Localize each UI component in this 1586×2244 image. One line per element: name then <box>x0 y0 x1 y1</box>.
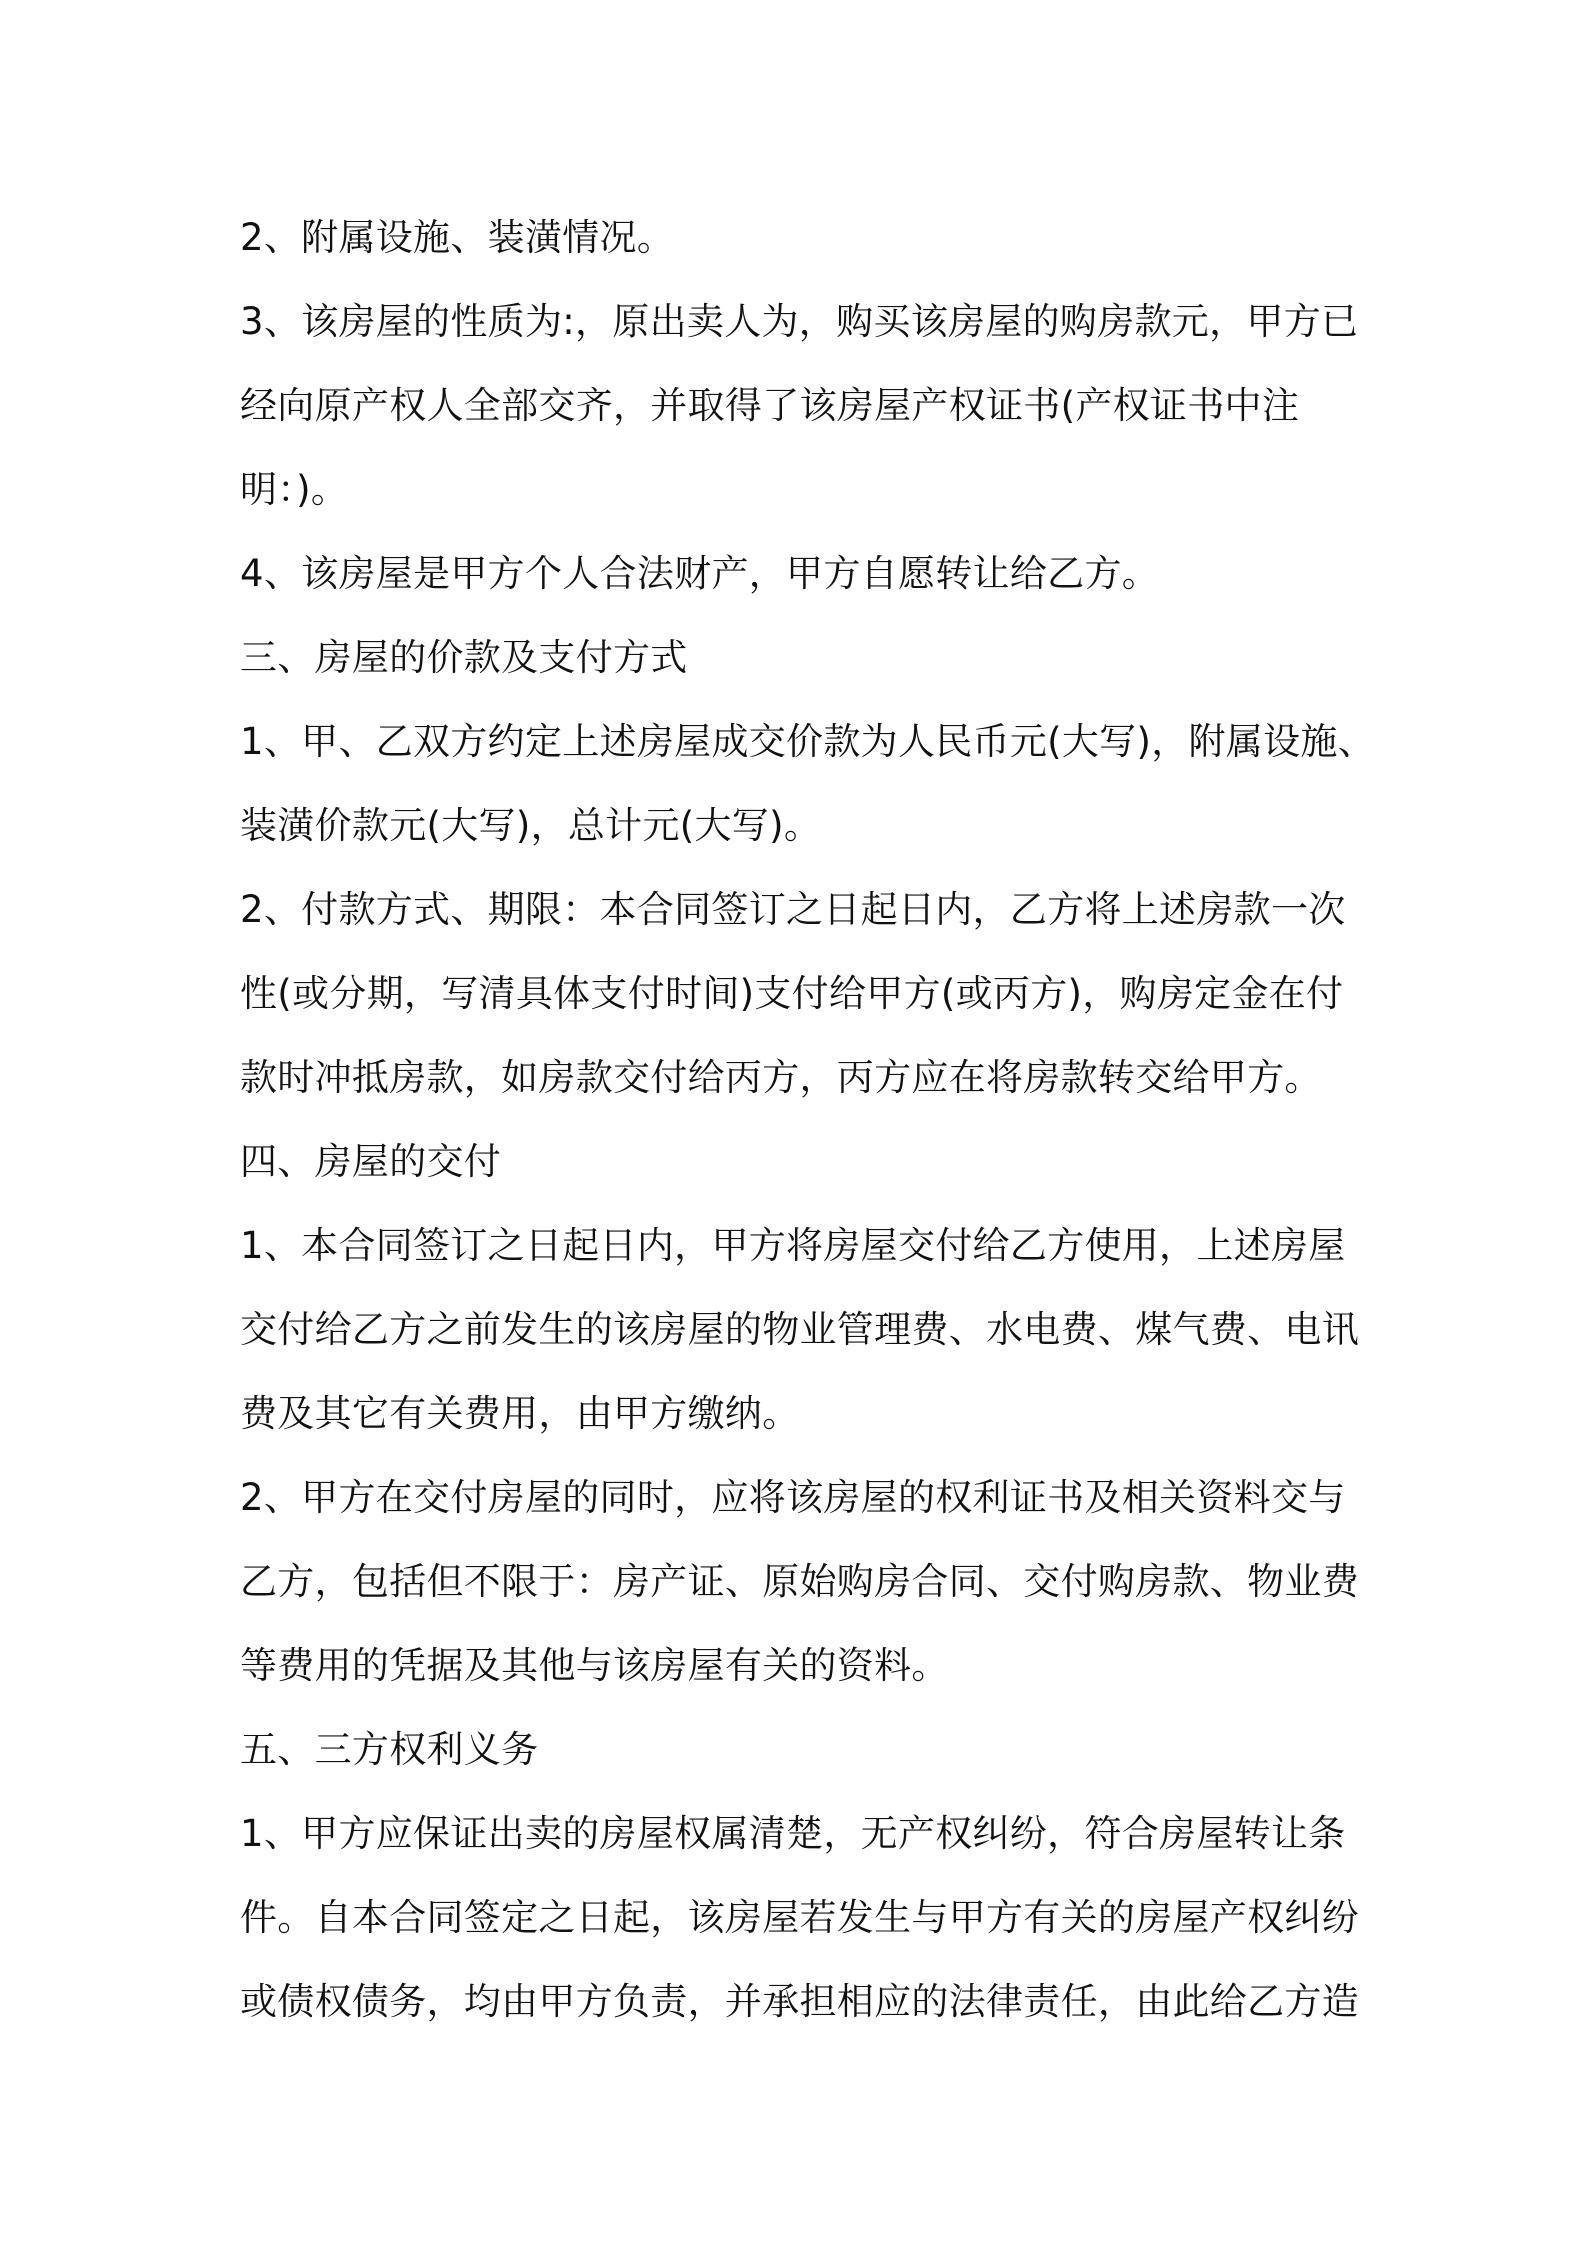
text-line: 1、甲方应保证出卖的房屋权属清楚，无产权纠纷，符合房屋转让条 <box>240 1812 1346 1855</box>
text-line: 2、付款方式、期限：本合同签订之日起日内，乙方将上述房款一次 <box>240 888 1346 931</box>
section-heading: 四、房屋的交付 <box>240 1140 502 1183</box>
text-line: 4、该房屋是甲方个人合法财产，甲方自愿转让给乙方。 <box>240 552 1160 595</box>
text-line: 款时冲抵房款，如房款交付给丙方，丙方应在将房款转交给甲方。 <box>240 1056 1322 1099</box>
text-line: 费及其它有关费用，由甲方缴纳。 <box>240 1392 800 1435</box>
section-heading: 三、房屋的价款及支付方式 <box>240 636 688 679</box>
document-body <box>240 196 1376 2044</box>
text-line: 装潢价款元(大写)，总计元(大写)。 <box>240 804 822 847</box>
text-line: 等费用的凭据及其他与该房屋有关的资料。 <box>240 1644 949 1687</box>
text-line: 1、本合同签订之日起日内，甲方将房屋交付给乙方使用，上述房屋 <box>240 1224 1346 1267</box>
text-line: 2、附属设施、装潢情况。 <box>240 216 675 259</box>
text-line: 经向原产权人全部交齐，并取得了该房屋产权证书(产权证书中注 <box>240 384 1300 427</box>
text-line: 乙方，包括但不限于：房产证、原始购房合同、交付购房款、物业费 <box>240 1560 1359 1603</box>
text-line: 1、甲、乙双方约定上述房屋成交价款为人民币元(大写)，附属设施、 <box>240 720 1376 763</box>
text-line: 件。自本合同签定之日起，该房屋若发生与甲方有关的房屋产权纠纷 <box>240 1896 1359 1939</box>
text-line: 明：)。 <box>240 468 349 511</box>
text-line: 或债权债务，均由甲方负责，并承担相应的法律责任，由此给乙方造 <box>240 1980 1359 2023</box>
text-line: 2、甲方在交付房屋的同时，应将该房屋的权利证书及相关资料交与 <box>240 1476 1346 1519</box>
text-line: 3、该房屋的性质为:，原出卖人为，购买该房屋的购房款元，甲方已 <box>240 300 1359 343</box>
section-heading: 五、三方权利义务 <box>240 1728 539 1771</box>
text-line: 性(或分期，写清具体支付时间)支付给甲方(或丙方)，购房定金在付 <box>240 972 1344 1015</box>
text-line: 交付给乙方之前发生的该房屋的物业管理费、水电费、煤气费、电讯 <box>240 1308 1359 1351</box>
